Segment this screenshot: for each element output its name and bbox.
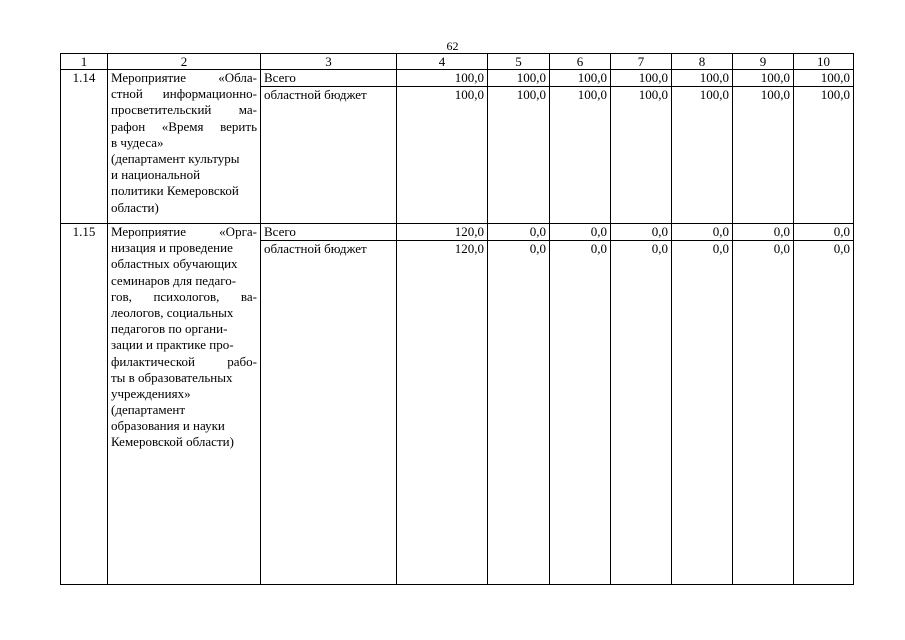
description-line: филактической рабо- <box>111 353 257 369</box>
value-cell: 0,0 <box>550 241 611 585</box>
description-line: ты в образовательных <box>111 369 233 385</box>
row-number: 1.14 <box>61 70 108 224</box>
value-cell: 100,0 <box>488 70 550 87</box>
value-cell: 100,0 <box>794 70 854 87</box>
header-row <box>61 54 854 70</box>
header-cell: 6 <box>550 54 611 70</box>
description-line: (департамент культуры <box>111 150 240 166</box>
header-cell: 10 <box>794 54 854 70</box>
funding-source: областной бюджет <box>261 87 397 224</box>
row-description <box>108 70 261 224</box>
value-cell: 100,0 <box>397 87 488 224</box>
header-cell: 8 <box>672 54 733 70</box>
description-line: и национальной <box>111 167 201 183</box>
value-cell: 0,0 <box>733 241 794 585</box>
value-cell: 100,0 <box>611 70 672 87</box>
description-line: низация и проведение <box>111 240 233 256</box>
value-cell: 100,0 <box>611 87 672 224</box>
budget-table <box>60 53 854 585</box>
value-cell: 100,0 <box>794 87 854 224</box>
value-cell: 120,0 <box>397 224 488 241</box>
header-cell: 2 <box>108 54 261 70</box>
value-cell: 0,0 <box>672 224 733 241</box>
header-cell: 1 <box>61 54 108 70</box>
value-cell: 100,0 <box>550 70 611 87</box>
description-line: Мероприятие «Обла- <box>111 70 257 85</box>
description-line: области) <box>111 199 159 215</box>
description-line: педагогов по органи- <box>111 321 228 337</box>
header-cell: 9 <box>733 54 794 70</box>
description-line: образования и науки <box>111 418 225 434</box>
header-cell: 7 <box>611 54 672 70</box>
description-line: в чудеса» <box>111 134 164 150</box>
header-cell: 3 <box>261 54 397 70</box>
description-line: стной информационно- <box>111 86 257 102</box>
value-cell: 100,0 <box>733 87 794 224</box>
value-cell: 100,0 <box>550 87 611 224</box>
description-line: зации и практике про- <box>111 337 234 353</box>
description-line: леологов, социальных <box>111 304 234 320</box>
value-cell: 100,0 <box>397 70 488 87</box>
description-line: рафон «Время верить <box>111 118 257 134</box>
value-cell: 120,0 <box>397 241 488 585</box>
value-cell: 100,0 <box>488 87 550 224</box>
header-cell: 4 <box>397 54 488 70</box>
value-cell: 0,0 <box>611 241 672 585</box>
value-cell: 0,0 <box>611 224 672 241</box>
funding-source: областной бюджет <box>261 241 397 585</box>
value-cell: 100,0 <box>733 70 794 87</box>
value-cell: 0,0 <box>733 224 794 241</box>
description-line: учреждениях» <box>111 385 191 401</box>
value-cell: 0,0 <box>550 224 611 241</box>
description-line: гов, психологов, ва- <box>111 288 257 304</box>
description-line: просветительский ма- <box>111 102 257 118</box>
funding-source: Всего <box>261 70 397 87</box>
value-cell: 0,0 <box>488 241 550 585</box>
value-cell: 0,0 <box>794 224 854 241</box>
value-cell: 100,0 <box>672 87 733 224</box>
value-cell: 0,0 <box>488 224 550 241</box>
description-line: Мероприятие «Орга- <box>111 224 257 239</box>
funding-source: Всего <box>261 224 397 241</box>
header-cell: 5 <box>488 54 550 70</box>
row-number: 1.15 <box>61 224 108 585</box>
page-number: 62 <box>446 39 459 53</box>
description-line: (департамент <box>111 402 186 418</box>
value-cell: 0,0 <box>672 241 733 585</box>
description-line: политики Кемеровской <box>111 183 239 199</box>
value-cell: 100,0 <box>672 70 733 87</box>
value-cell: 0,0 <box>794 241 854 585</box>
description-line: областных обучающих <box>111 256 238 272</box>
description-line: семинаров для педаго- <box>111 272 237 288</box>
row-description <box>108 224 261 585</box>
table-row <box>61 70 854 87</box>
description-line: Кемеровской области) <box>111 434 234 450</box>
table-row <box>61 224 854 241</box>
